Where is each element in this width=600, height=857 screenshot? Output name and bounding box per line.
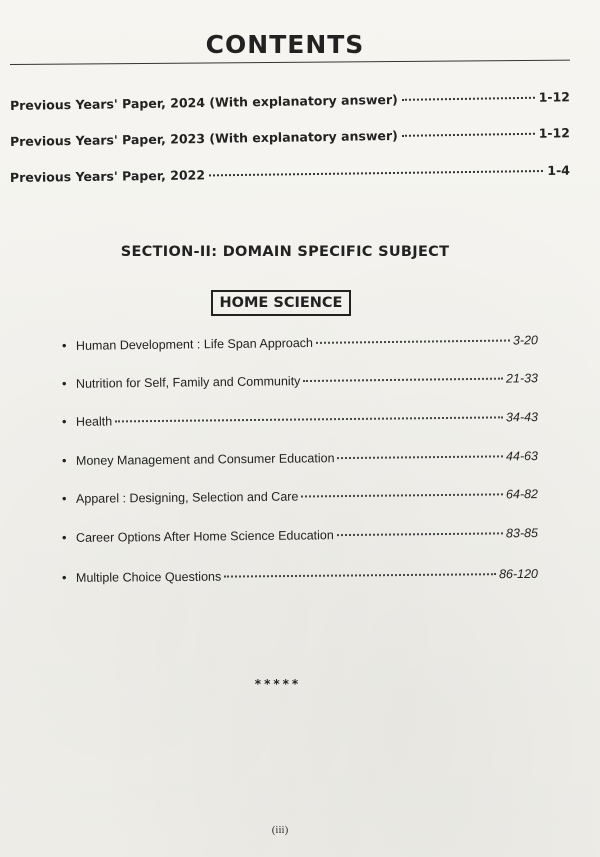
dot-leader bbox=[224, 573, 496, 577]
chapter-title: Nutrition for Self, Family and Community bbox=[75, 374, 301, 391]
bullet-icon: • bbox=[61, 413, 67, 429]
dot-leader bbox=[402, 97, 535, 101]
chapter-pages: 44-63 bbox=[505, 449, 539, 464]
toc-entry-paper-2024[interactable] bbox=[10, 89, 570, 113]
chapter-pages: 83-85 bbox=[505, 526, 539, 541]
dot-leader bbox=[337, 455, 503, 459]
chapter-title: Apparel : Designing, Selection and Care bbox=[75, 489, 299, 506]
toc-chapter-item[interactable] bbox=[62, 486, 538, 506]
toc-chapter-item[interactable] bbox=[62, 409, 538, 429]
chapter-title: Human Development : Life Span Approach bbox=[75, 335, 314, 353]
bullet-icon: • bbox=[61, 452, 67, 468]
chapter-title: Multiple Choice Questions bbox=[75, 569, 222, 585]
bullet-icon: • bbox=[61, 569, 67, 585]
dot-leader bbox=[301, 493, 503, 497]
bullet-icon: • bbox=[61, 529, 67, 545]
bullet-icon: • bbox=[61, 375, 67, 391]
toc-entry-paper-2022[interactable] bbox=[10, 163, 570, 185]
dot-leader bbox=[337, 532, 503, 536]
subject-heading-box: HOME SCIENCE bbox=[211, 290, 351, 316]
chapter-pages: 86-120 bbox=[498, 566, 539, 582]
bullet-icon: • bbox=[61, 490, 67, 506]
chapter-pages: 34-43 bbox=[505, 410, 539, 425]
page-number: (iii) bbox=[271, 824, 289, 836]
dot-leader bbox=[209, 170, 543, 176]
title-underline bbox=[10, 60, 570, 65]
chapter-pages: 21-33 bbox=[505, 371, 539, 386]
bullet-icon: • bbox=[61, 337, 67, 353]
toc-entry-pages: 1-4 bbox=[547, 162, 571, 178]
chapter-pages: 3-20 bbox=[512, 333, 539, 348]
chapter-pages: 64-82 bbox=[505, 487, 539, 502]
toc-entry-pages: 1-12 bbox=[538, 125, 571, 141]
dot-leader bbox=[115, 416, 503, 422]
toc-chapter-item[interactable] bbox=[62, 566, 538, 585]
page-title: CONTENTS bbox=[205, 30, 365, 59]
chapter-title: Money Management and Consumer Education bbox=[75, 451, 335, 468]
chapter-title: Career Options After Home Science Education bbox=[75, 528, 334, 545]
toc-entry-paper-2023[interactable] bbox=[10, 125, 570, 149]
toc-chapter-item[interactable] bbox=[62, 370, 538, 391]
toc-entry-label: Previous Years' Paper, 2022 bbox=[9, 167, 206, 185]
toc-entry-pages: 1-12 bbox=[538, 89, 571, 105]
toc-chapter-item[interactable] bbox=[62, 332, 538, 353]
toc-entry-label: Previous Years' Paper, 2023 (With explanatory answer) bbox=[9, 127, 398, 149]
dot-leader bbox=[316, 340, 510, 344]
dot-leader bbox=[402, 133, 535, 137]
toc-chapter-item[interactable] bbox=[62, 448, 538, 468]
chapter-title: Health bbox=[75, 414, 113, 429]
toc-entry-label: Previous Years' Paper, 2024 (With explanatory answer) bbox=[9, 91, 398, 113]
toc-chapter-item[interactable] bbox=[62, 525, 538, 545]
dot-leader bbox=[303, 378, 503, 382]
end-ornament: ***** bbox=[254, 677, 302, 691]
section-heading: SECTION-II: DOMAIN SPECIFIC SUBJECT bbox=[120, 244, 450, 260]
